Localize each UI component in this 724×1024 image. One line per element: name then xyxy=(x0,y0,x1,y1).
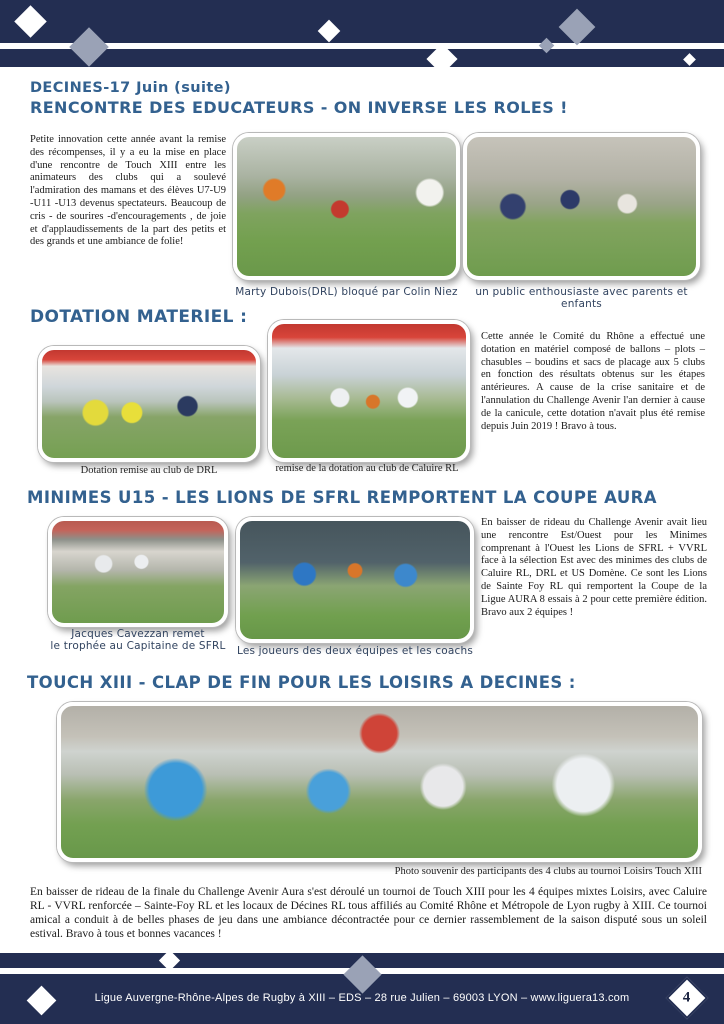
photo-caption: Photo souvenir des participants des 4 clubs au tournoi Loisirs Touch XIII xyxy=(394,866,702,877)
photo-caption-line: le trophée au Capitaine de SFRL xyxy=(50,640,226,652)
section-title-decines: DECINES-17 Juin (suite) xyxy=(30,80,231,96)
body-paragraph: En baisser de rideau du Challenge Avenir avait lieu une rencontre Est/Ouest pour les Minimes comprenant à l'Ouest les Lions de SFRL + VVRL face à la sélection Est avec des minimes des clubs de Caluire RL, DRL et US Domène. Ce sont les Lions de Sainte Foy RL qui remportent la Coupe de la Ligue AURA 8 essais à 2 pour cette première édition. Bravo aux 2 équipes ! xyxy=(481,517,707,618)
photo-equipes-minimes xyxy=(236,517,474,643)
photo-caption: un public enthousiaste avec parents et enfants xyxy=(475,286,688,310)
photo-caption: Marty Dubois(DRL) bloqué par Colin Niez xyxy=(235,286,458,298)
photo-caption: Dotation remise au club de DRL xyxy=(80,465,218,476)
section-title-touch: TOUCH XIII - CLAP DE FIN POUR LES LOISIRS A DECINES : xyxy=(27,673,576,692)
body-paragraph: Cette année le Comité du Rhône a effectué une dotation en matériel composé de ballons – plots – chasubles – boudins et sacs de placage aux 5 clubs en fonction des résultats obtenus sur les étapes antérieures. A cause de la crise sanitaire et de l'annulation du Challenge Avenir l'an dernier à cause de la canicule, cette dotation n'avait plus été remise depuis Juin 2019 ! Bravo à tous. xyxy=(481,331,705,432)
photo-dotation-caluire xyxy=(268,320,470,462)
photo-trophee-sfrl xyxy=(48,517,228,627)
photo-caption xyxy=(38,628,238,652)
section-title-dotation: DOTATION MATERIEL : xyxy=(30,307,248,327)
body-paragraph: En baisser de rideau de la finale du Challenge Avenir Aura s'est déroulé un tournoi de Touch XIII pour les 4 équipes mixtes Loisirs, avec Caluire RL - VVRL renforcée – Sainte-Foy RL et les locaux de Décines RL tous affiliés au Comité Rhône et Métropole de Lyon rugby à XIII. Ce tournoi amical a conduit à de belles phases de jeu dans une ambiance décontractée pour ce dernier rassemblement de la saison disputé sous un soleil estival. Bravo à tous et bonnes vacances ! xyxy=(30,886,707,941)
top-band xyxy=(0,0,724,43)
section-title-minimes: MINIMES U15 - LES LIONS DE SFRL REMPORTENT LA COUPE AURA xyxy=(27,488,657,507)
photo-dotation-drl xyxy=(38,346,260,462)
body-paragraph: Petite innovation cette année avant la remise des récompenses, il y a eu la mise en place d'une rencontre de Touch XIII entre les animateurs des clubs qui a soulevé l'admiration des mamans et des élèves U7-U9 -U11 -U13 devenus spectateurs. Beaucoup de cris - de sourires -d'encouragements , de joie et d'applaudissements de la part des petits et des grands et une ambiance de folie! xyxy=(30,134,226,248)
top-stripe xyxy=(0,49,724,67)
photo-groupe-touch xyxy=(57,702,702,862)
footer-text: Ligue Auvergne-Rhône-Alpes de Rugby à XIII – EDS – 28 rue Julien – 69003 LYON – www.liguera13.com xyxy=(94,992,630,1004)
photo-public xyxy=(463,133,700,280)
page-number: 4 xyxy=(683,989,691,1006)
photo-caption: Les joueurs des deux équipes et les coachs xyxy=(236,645,474,657)
photo-caption-line: Jacques Cavezzan remet xyxy=(71,628,205,640)
photo-caption: remise de la dotation au club de Caluire RL xyxy=(275,463,459,474)
photo-marty-dubois xyxy=(233,133,460,280)
section-title-educateurs: RENCONTRE DES EDUCATEURS - ON INVERSE LES ROLES ! xyxy=(30,98,568,117)
